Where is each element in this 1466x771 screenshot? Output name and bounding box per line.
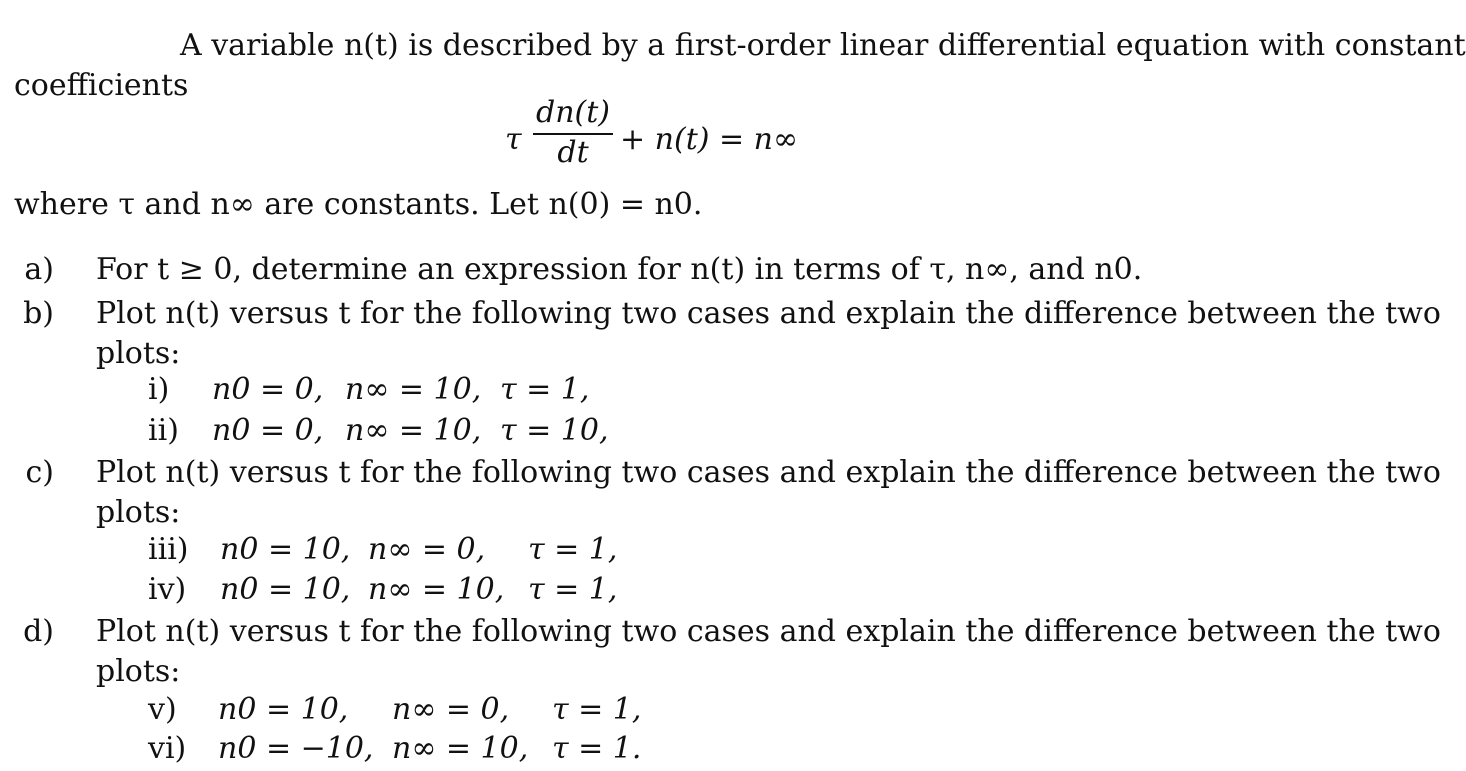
case-ii-label: ii) xyxy=(148,413,179,448)
case-i-tau: τ = 1, xyxy=(500,372,590,407)
part-a-label: a) xyxy=(24,252,54,287)
case-i-ninf: n∞ = 10, xyxy=(345,372,482,407)
case-v-ninf: n∞ = 0, xyxy=(392,692,510,727)
case-iii-label: iii) xyxy=(148,532,189,567)
where-line: where τ and n∞ are constants. Let n(0) = n0. xyxy=(14,187,703,222)
part-c-label: c) xyxy=(25,455,54,490)
case-v-n0: n0 = 10, xyxy=(218,692,349,727)
case-iii-ninf: n∞ = 0, xyxy=(368,532,486,567)
case-v-tau: τ = 1, xyxy=(552,692,642,727)
equation-tau: τ xyxy=(505,122,522,157)
part-c-cont: plots: xyxy=(96,495,181,530)
case-iv-label: iv) xyxy=(148,572,187,607)
part-d-text: Plot n(t) versus t for the following two cases and explain the difference between the two xyxy=(96,614,1441,649)
case-i-label: i) xyxy=(148,372,170,407)
case-i-n0: n0 = 0, xyxy=(212,372,324,407)
part-b-text: Plot n(t) versus t for the following two cases and explain the difference between the two xyxy=(96,296,1441,331)
intro-line-2: coefficients xyxy=(14,68,189,103)
part-d-label: d) xyxy=(23,614,54,649)
case-vi-n0: n0 = −10, xyxy=(218,731,374,766)
case-iv-tau: τ = 1, xyxy=(528,572,618,607)
case-ii-ninf: n∞ = 10, xyxy=(345,413,482,448)
equation-rhs: + n(t) = n∞ xyxy=(620,122,798,157)
equation-numerator: dn(t) xyxy=(533,95,613,135)
case-vi-label: vi) xyxy=(148,731,187,766)
case-vi-tau: τ = 1. xyxy=(552,731,642,766)
part-d-cont: plots: xyxy=(96,654,181,689)
case-iv-n0: n0 = 10, xyxy=(220,572,351,607)
case-ii-n0: n0 = 0, xyxy=(212,413,324,448)
part-b-cont: plots: xyxy=(96,336,181,371)
case-ii-tau: τ = 10, xyxy=(500,413,609,448)
part-a-text: For t ≥ 0, determine an expression for n(t) in terms of τ, n∞, and n0. xyxy=(96,252,1143,287)
case-v-label: v) xyxy=(148,692,177,727)
case-vi-ninf: n∞ = 10, xyxy=(392,731,529,766)
case-iii-n0: n0 = 10, xyxy=(220,532,351,567)
equation-denominator: dt xyxy=(557,135,589,170)
case-iv-ninf: n∞ = 10, xyxy=(368,572,505,607)
part-c-text: Plot n(t) versus t for the following two cases and explain the difference between the two xyxy=(96,455,1441,490)
intro-line-1: A variable n(t) is described by a first-order linear differential equation with constant xyxy=(180,28,1466,63)
case-iii-tau: τ = 1, xyxy=(528,532,618,567)
part-b-label: b) xyxy=(23,296,54,331)
equation-fraction xyxy=(533,95,613,171)
